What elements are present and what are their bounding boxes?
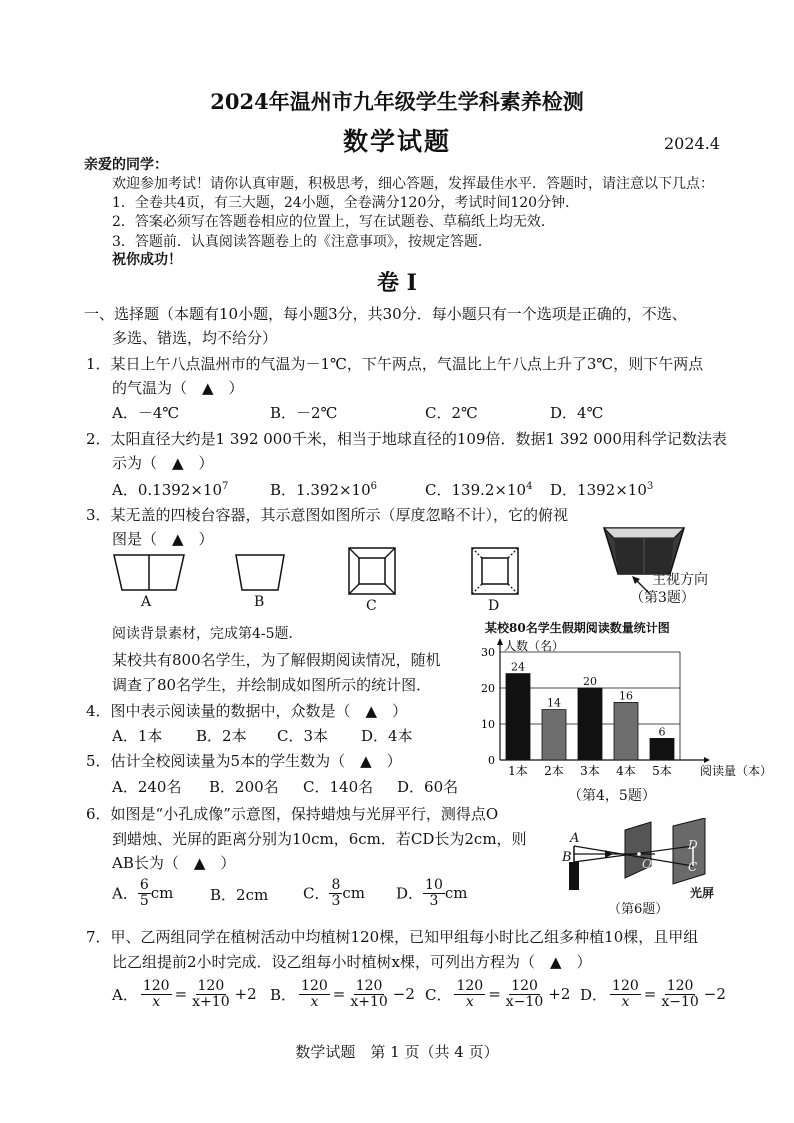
q1-stem-cont: 的气温为（ ▲ ） [112, 379, 244, 397]
x-axis-arrow-icon [704, 757, 710, 763]
q4-option-c: C．3本 [277, 727, 329, 745]
q2-option-d: D．$1392\times 10^3$ [550, 481, 654, 499]
chart-y-tick-label: 20 [481, 682, 495, 695]
q3-figure-a [112, 552, 186, 594]
chart-x-tick-label: 4本 [616, 764, 636, 778]
chart-data-label: 24 [511, 660, 525, 674]
welcome-text: 欢迎参加考试！请你认真审题，积极思考，细心答题，发挥最佳水平．答题时，请注意以下几点： [112, 176, 714, 192]
chart-x-axis-label: 阅读量（本） [700, 764, 773, 778]
q5-option-b: B．200名 [209, 778, 279, 796]
q1-option-c: C．2℃ [425, 404, 478, 422]
q1-option-d: D．4℃ [550, 404, 604, 422]
q3-figure-c [347, 546, 397, 596]
section-juan: 卷 I [377, 270, 417, 296]
q6-option-a: A． $\frac{6}{5}$ cm [112, 877, 174, 909]
q6-screen-label: 光屏 [690, 886, 715, 900]
section-heading-cont: 多选、错选，均不给分） [112, 329, 278, 347]
candle-icon [569, 862, 579, 890]
q6-label-o: O [642, 857, 652, 871]
page-footer: 数学试题 第 1 页（共 4 页） [295, 1043, 499, 1061]
chart-y-axis-label: 人数（名） [504, 639, 565, 653]
q1-stem: 1．某日上午八点温州市的气温为－1℃，下午两点，气温比上午八点上升了3℃，则下午两点 [86, 355, 704, 373]
chart-x-tick-label: 2本 [544, 764, 564, 778]
q6-label-c: C [688, 860, 698, 874]
q3-label-c: C [366, 598, 377, 614]
q6-stem: 6．如图是“小孔成像”示意图，保持蜡烛与光屏平行，测得点O [86, 805, 499, 823]
closing-text: 祝你成功！ [112, 252, 182, 268]
q3-figure-b [234, 552, 286, 594]
q1-option-b: B．－2℃ [270, 404, 338, 422]
exam-date: 2024.4 [664, 134, 720, 153]
reading-para-1: 某校共有800名学生，为了解假期阅读情况，随机 [112, 651, 441, 669]
greeting: 亲爱的同学： [84, 157, 168, 173]
q3-label-b: B [254, 594, 265, 610]
chart-x-tick-label: 3本 [580, 764, 600, 778]
chart-bar-5 [650, 738, 674, 760]
chart-bar-1 [506, 674, 530, 760]
chart-data-label: 6 [658, 725, 666, 739]
q4-option-d: D．4本 [361, 727, 413, 745]
q6-label-d: D [688, 838, 698, 852]
q7-stem: 7．甲、乙两组同学在植树活动中均植树120棵，已知甲组每小时比乙组多种植10棵，且甲组 [86, 928, 699, 946]
q5-option-d: D．60名 [397, 778, 459, 796]
q4-stem: 4．图中表示阅读量的数据中，众数是（ ▲ ） [86, 702, 408, 720]
q3-view-label: 主视方向 [652, 572, 708, 588]
section-heading: 一、选择题（本题有10小题，每小题3分，共30分．每小题只有一个选项是正确的，不选、 [84, 305, 687, 323]
q7-option-b: B． $\frac{120}{x}$ = $\frac{120}{x+10}$ −2 [270, 978, 415, 1010]
reading-para-2: 调查了80名学生，并绘制成如图所示的统计图． [112, 676, 432, 694]
q3-stem-cont: 图是（ ▲ ） [112, 530, 214, 548]
chart-bar-2 [542, 710, 566, 760]
rule-2: 2．答案必须写在答题卷相应的位置上，写在试题卷、草稿纸上均无效． [112, 214, 555, 230]
q3-label-d: D [488, 598, 500, 614]
q7-option-d: D． $\frac{120}{x}$ = $\frac{120}{x-10}$ −2 [580, 978, 726, 1010]
y-axis-arrow-icon [497, 638, 503, 645]
reading-intro: 阅读背景素材，完成第4-5题． [112, 626, 303, 642]
q5-stem: 5．估计全校阅读量为5本的学生数为（ ▲ ） [86, 752, 402, 770]
q7-option-c: C． $\frac{120}{x}$ = $\frac{120}{x-10}$ +2 [425, 978, 571, 1010]
q2-option-a: A．$0.1392\times 10^7$ [112, 481, 229, 499]
chart-y-tick-label: 30 [481, 646, 495, 659]
q4-option-b: B．2本 [196, 727, 247, 745]
q5-option-c: C．140名 [303, 778, 374, 796]
q1-option-a: A．－4℃ [112, 404, 180, 422]
chart-data-label: 20 [583, 675, 597, 688]
q5-option-a: A．240名 [112, 778, 182, 796]
q6-stem-cont: 到蜡烛、光屏的距离分别为10cm，6cm．若CD长为2cm，则 [112, 830, 527, 848]
q6-option-b: B．2cm [210, 886, 269, 904]
q6-option-c: C． $\frac{8}{3}$ cm [303, 877, 366, 909]
chart-caption: （第4，5题） [568, 788, 656, 804]
q2-option-c: C．$139.2\times 10^4$ [425, 481, 533, 499]
exam-title: 2024年温州市九年级学生学科素养检测 [210, 89, 584, 114]
chart-y-tick-label: 10 [481, 718, 495, 731]
chart-bar-3 [578, 688, 602, 760]
q6-label-a: A [570, 831, 580, 846]
q6-stem-cont-2: AB长为（ ▲ ） [112, 854, 236, 872]
chart-x-tick-label: 1本 [508, 764, 528, 778]
q3-label-a: A [141, 594, 152, 610]
reading-bar-chart [478, 636, 778, 786]
chart-data-label: 14 [547, 696, 561, 710]
rule-3: 3．答题前．认真阅读答题卷上的《注意事项》，按规定答题． [112, 234, 492, 250]
q2-stem: 2．太阳直径大约是1 392 000千米，相当于地球直径的109倍．数据1 392 000用科学记数法表 [86, 430, 727, 448]
q3-caption: （第3题） [630, 590, 695, 606]
q4-option-a: A．1本 [112, 727, 163, 745]
chart-title: 某校80名学生假期阅读数量统计图 [485, 621, 670, 635]
q6-label-b: B [562, 850, 572, 865]
chart-data-label: 16 [619, 689, 633, 703]
q3-figure-d [470, 546, 520, 596]
q2-option-b: B．$1.392\times 10^6$ [270, 481, 378, 499]
rule-1: 1．全卷共4页，有三大题，24小题，全卷满分120分，考试时间120分钟． [112, 195, 580, 211]
chart-bar-4 [614, 702, 638, 760]
q7-stem-cont: 比乙组提前2小时完成．设乙组每小时植树x棵，可列出方程为（ ▲ ） [112, 953, 592, 971]
q6-option-d: D． $\frac{10}{3}$ cm [396, 877, 468, 909]
q2-stem-cont: 示为（ ▲ ） [112, 454, 214, 472]
q6-caption: （第6题） [608, 902, 669, 917]
q3-stem: 3．某无盖的四棱台容器，其示意图如图所示（厚度忽略不计），它的俯视 [86, 506, 569, 524]
q7-option-a: A． $\frac{120}{x}$ = $\frac{120}{x+10}$ +2 [112, 978, 257, 1010]
chart-x-tick-label: 5本 [652, 764, 672, 778]
exam-subtitle: 数学试题 [342, 127, 451, 156]
chart-y-tick-label: 0 [488, 754, 495, 767]
